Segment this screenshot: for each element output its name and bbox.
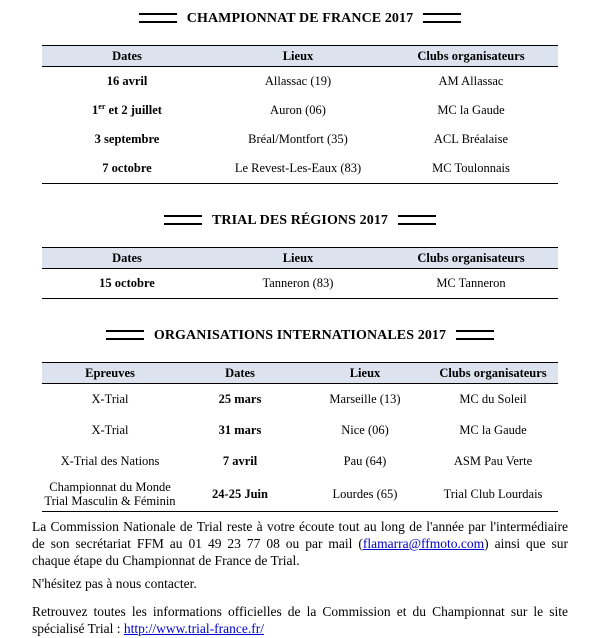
decorative-rule-left	[164, 215, 202, 225]
column-header: Clubs organisateurs	[428, 363, 558, 384]
event-cell: Championnat du Monde Trial Masculin & Féminin	[42, 477, 178, 512]
place-cell: Marseille (13)	[329, 392, 401, 406]
club-cell: ACL Bréalaise	[433, 132, 509, 146]
place-cell: Nice (06)	[341, 423, 389, 437]
championnat-table	[42, 45, 558, 184]
date-cell: 16 avril	[106, 74, 148, 88]
decorative-rule-left	[106, 330, 144, 340]
table-row	[42, 269, 558, 299]
table-row	[42, 67, 558, 97]
club-cell: AM Allassac	[438, 74, 504, 88]
column-header: Lieux	[212, 248, 384, 269]
date-cell: 7 avril	[222, 454, 258, 468]
place-cell: Allassac (19)	[264, 74, 332, 88]
event-cell: X-Trial	[91, 423, 129, 437]
contact-invite: N'hésitez pas à nous contacter.	[32, 576, 197, 591]
decorative-rule-right	[423, 13, 461, 23]
column-header: Lieux	[302, 363, 428, 384]
place-cell: Bréal/Montfort (35)	[248, 132, 348, 146]
column-header: Clubs organisateurs	[384, 46, 558, 67]
club-cell: MC Toulonnais	[384, 154, 558, 184]
club-cell: MC la Gaude	[437, 103, 505, 117]
table-row	[42, 96, 558, 125]
decorative-rule-right	[456, 330, 494, 340]
event-cell: X-Trial	[91, 392, 129, 406]
decorative-rule-right	[398, 215, 436, 225]
section-heading-internationales	[0, 328, 600, 344]
place-cell: Pau (64)	[343, 454, 387, 468]
section-title: TRIAL DES RÉGIONS 2017	[211, 213, 389, 228]
club-cell: ASM Pau Verte	[453, 454, 533, 468]
column-header: Lieux	[212, 46, 384, 67]
date-cell: 24-25 Juin	[178, 477, 302, 512]
date-cell: 15 octobre	[42, 269, 212, 299]
column-header: Epreuves	[42, 363, 178, 384]
section-heading-regions	[0, 213, 600, 229]
table-row	[42, 384, 558, 416]
place-cell: Auron (06)	[270, 103, 326, 117]
table-row	[42, 477, 558, 512]
decorative-rule-left	[139, 13, 177, 23]
date-cell: 31 mars	[218, 423, 262, 437]
date-cell: 7 octobre	[42, 154, 212, 184]
date-cell: 1er et 2 juillet	[92, 102, 162, 118]
date-cell: 3 septembre	[94, 132, 160, 146]
table-row	[42, 154, 558, 184]
column-header: Dates	[178, 363, 302, 384]
regions-table	[42, 247, 558, 299]
column-header: Dates	[42, 46, 212, 67]
table-row	[42, 125, 558, 154]
place-cell: Le Revest-Les-Eaux (83)	[212, 154, 384, 184]
website-link[interactable]: http://www.trial-france.fr/	[123, 621, 264, 636]
place-cell: Lourdes (65)	[302, 477, 428, 512]
section-title: CHAMPIONNAT DE FRANCE 2017	[186, 11, 414, 26]
column-header: Dates	[42, 248, 212, 269]
column-header: Clubs organisateurs	[384, 248, 558, 269]
section-heading-championnat	[0, 11, 600, 27]
table-row	[42, 446, 558, 477]
internationales-table	[42, 362, 558, 512]
email-link[interactable]: flamarra@ffmoto.com	[362, 536, 485, 551]
club-cell: Trial Club Lourdais	[428, 477, 558, 512]
event-cell: X-Trial des Nations	[60, 454, 160, 468]
website-paragraph: Retrouvez toutes les informations officielles de la Commission et du Championnat sur le site spécialisé Trial : http://www.trial-france.fr/	[32, 604, 568, 636]
place-cell: Tanneron (83)	[212, 269, 384, 299]
section-title: ORGANISATIONS INTERNATIONALES 2017	[153, 328, 447, 343]
club-cell: MC du Soleil	[459, 392, 527, 406]
contact-paragraph: La Commission Nationale de Trial reste à votre écoute tout au long de l'année par l'intermédiaire de son secrétariat FFM au 01 49 23 77 08 ou par mail (flamarra@ffmoto.com) ainsi que sur chaque étape du Championnat de France de Trial.	[32, 519, 568, 568]
club-cell: MC Tanneron	[384, 269, 558, 299]
table-row	[42, 415, 558, 446]
date-cell: 25 mars	[218, 392, 262, 406]
club-cell: MC la Gaude	[459, 423, 527, 437]
